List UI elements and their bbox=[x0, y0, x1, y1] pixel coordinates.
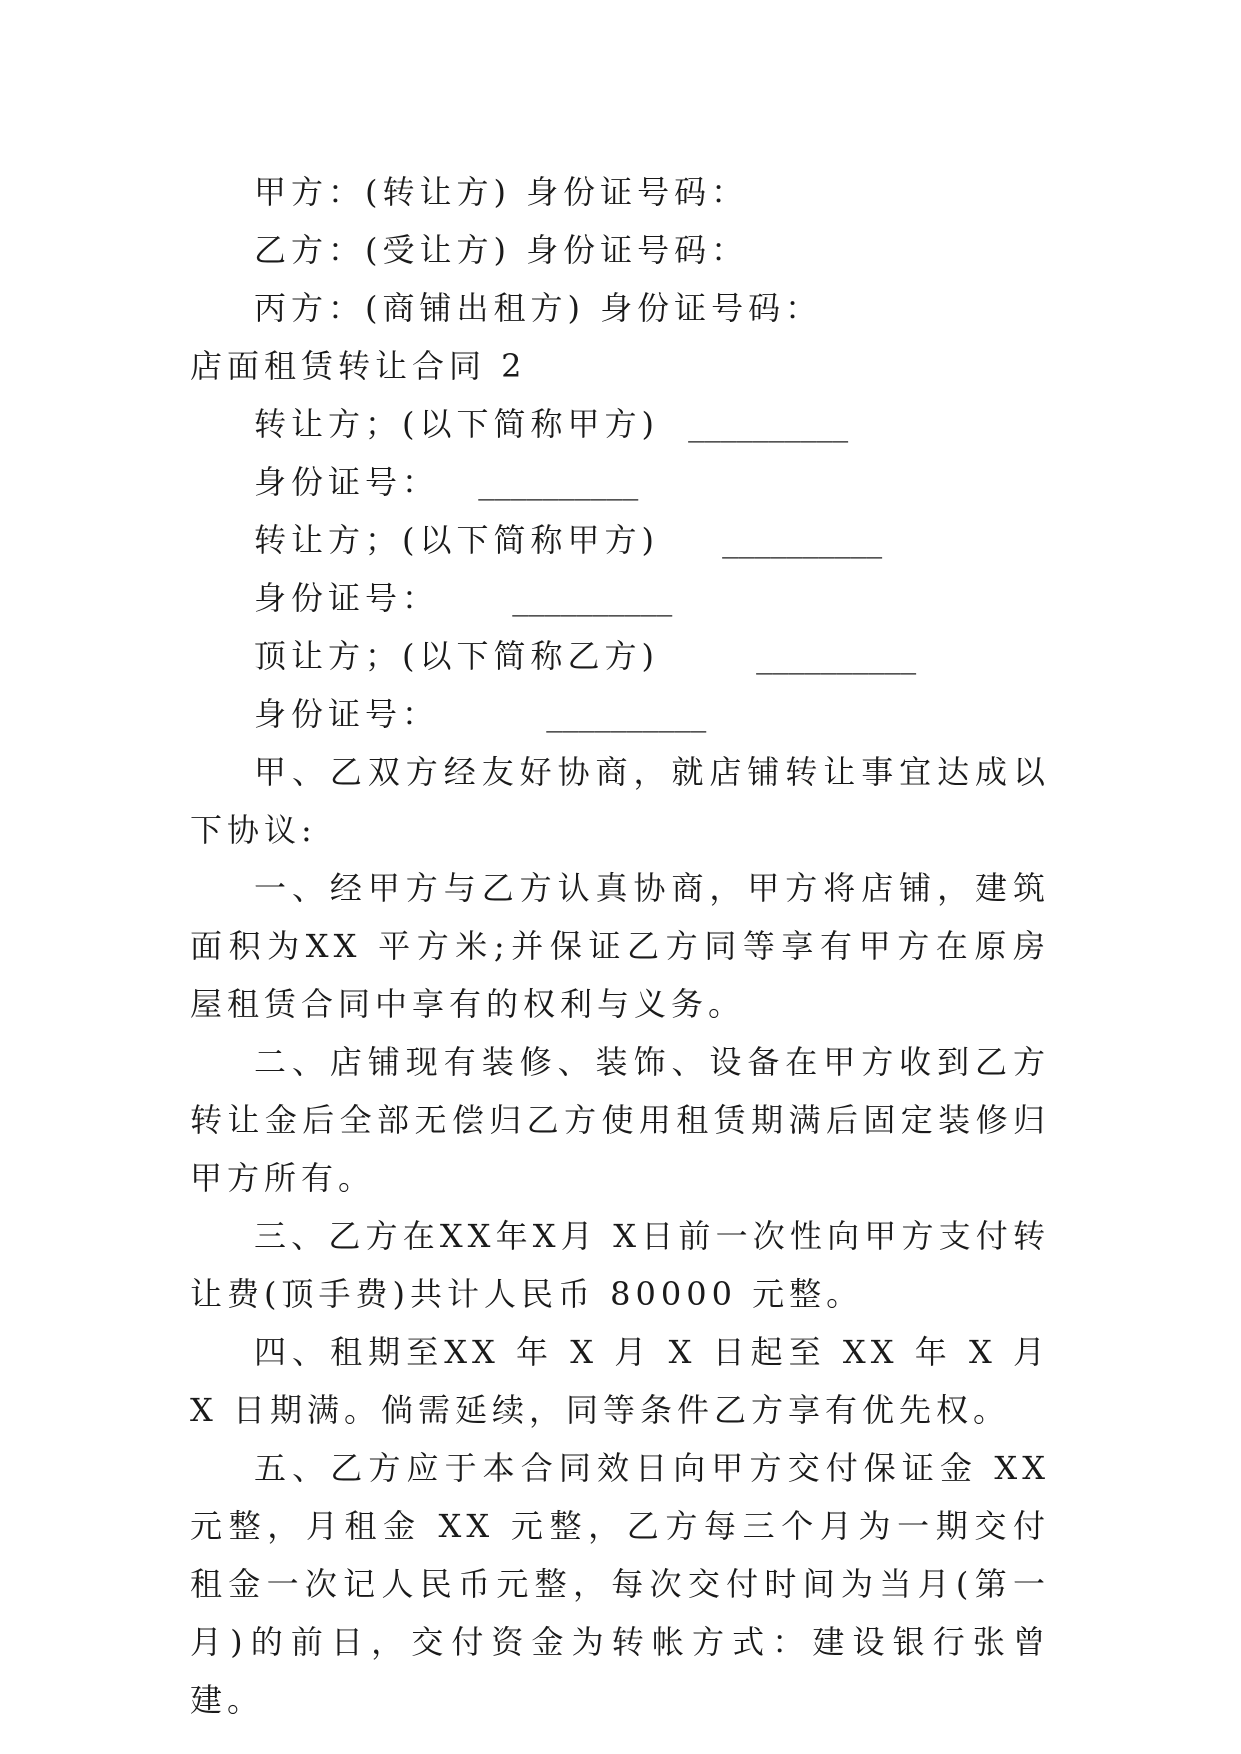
party-c-line: 丙方：(商铺出租方) 身份证号码： bbox=[254, 289, 823, 327]
clause-4: 四、租期至XX 年 X 月 X 日起至 XX 年 X 月 X 日期满。倘需延续，同等条件乙方享有优先权。 bbox=[190, 1333, 1050, 1429]
document-body bbox=[190, 163, 1050, 1729]
field-label: 身份证号： bbox=[254, 695, 440, 733]
clause-2: 二、店铺现有装修、装饰、设备在甲方收到乙方转让金后全部无偿归乙方使用租赁期满后固定装修归甲方所有。 bbox=[190, 1043, 1050, 1197]
field-label: 身份证号： bbox=[254, 579, 440, 617]
clause-1: 一、经甲方与乙方认真协商，甲方将店铺，建筑面积为XX 平方米;并保证乙方同等享有甲方在原房屋租赁合同中享有的权利与义务。 bbox=[190, 869, 1050, 1023]
clause-5: 五、乙方应于本合同效日向甲方交付保证金 XX 元整，月租金 XX 元整，乙方每三个月为一期交付租金一次记人民币元整，每次交付时间为当月(第一月)的前日，交付资金为转帐方式：建设银行张曾建。 bbox=[190, 1449, 1050, 1719]
field-id-1 bbox=[190, 453, 1050, 511]
clause-3: 三、乙方在XX年X月 X日前一次性向甲方支付转让费(顶手费)共计人民币 80000 元整。 bbox=[190, 1217, 1050, 1313]
field-label: 转让方；(以下简称甲方) bbox=[254, 521, 659, 559]
contract-title: 店面租赁转让合同 2 bbox=[190, 347, 527, 385]
field-transferor-2 bbox=[190, 511, 1050, 569]
field-label: 身份证号： bbox=[254, 463, 440, 501]
field-blank: __________ bbox=[512, 579, 673, 617]
agreement-intro: 甲、乙双方经友好协商，就店铺转让事宜达成以下协议: bbox=[190, 753, 1050, 849]
field-label: 转让方；(以下简称甲方) bbox=[254, 405, 659, 443]
party-a-line: 甲方：(转让方) 身份证号码： bbox=[254, 173, 749, 211]
field-id-2 bbox=[190, 569, 1050, 627]
party-b-line: 乙方：(受让方) 身份证号码： bbox=[254, 231, 749, 269]
field-assignee bbox=[190, 627, 1050, 685]
field-blank: __________ bbox=[722, 521, 883, 559]
field-id-3 bbox=[190, 685, 1050, 743]
field-blank: __________ bbox=[756, 637, 917, 675]
field-blank: __________ bbox=[478, 463, 639, 501]
field-label: 顶让方；(以下简称乙方) bbox=[254, 637, 659, 675]
field-blank: __________ bbox=[688, 405, 849, 443]
field-transferor-1 bbox=[190, 395, 1050, 453]
field-blank: __________ bbox=[546, 695, 707, 733]
